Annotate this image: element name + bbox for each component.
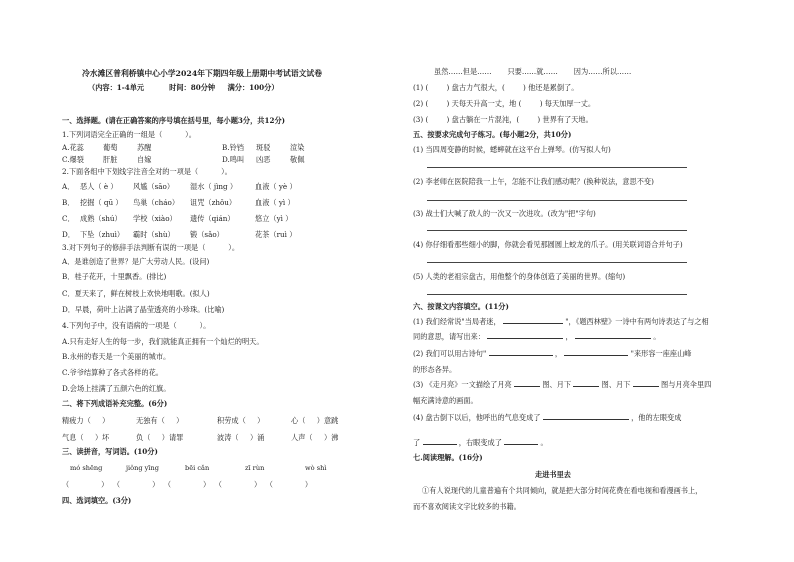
q2-option-letter: A．	[62, 182, 75, 191]
s6-q3-c: 图、月下	[601, 380, 631, 389]
s6-q4-e: 。	[540, 438, 548, 447]
pinyin-item: wò shì	[305, 464, 327, 472]
blank[interactable]	[489, 355, 553, 356]
section4-heading: 四、选词填空。(3分)	[62, 496, 132, 505]
q2-option-item: 血液（ yì ）	[255, 198, 295, 207]
q1-opt: 凶恶	[256, 155, 271, 164]
q3-opt-b: B．桂子花开，十里飘香。(排比)	[62, 272, 167, 281]
blank[interactable]	[487, 338, 563, 339]
q1-opt: 肝脏	[103, 155, 118, 164]
answer-line[interactable]	[427, 262, 687, 263]
q2-option-item: 风尴（sāo）	[133, 182, 175, 191]
s6-q3-cont: 幅充满诗意的画面。	[413, 396, 478, 405]
pinyin-item: jiǒng yīng	[126, 464, 159, 472]
idiom-item[interactable]: 心（ ）意跳	[291, 416, 339, 425]
q2-option-item: 鸟巢（cháo）	[133, 198, 180, 207]
s6-q3-d: 图与月亮伞里四	[661, 380, 712, 389]
pinyin-item: mó shēng	[70, 464, 103, 472]
idiom-item[interactable]: 气息（ ）坏	[62, 433, 110, 442]
q1-opt: B.铃铛	[222, 143, 244, 152]
idiom-item[interactable]: 负（ ）请罪	[136, 433, 184, 442]
q4-opt-a: A.只有走好人生的每一步，我们就能真正拥有一个灿烂的明天。	[62, 337, 264, 346]
reading-para-1: ①有人说现代的儿童普遍有个共同倾向，就是把大部分时间花费在看电视和看漫画书上，	[422, 486, 703, 495]
blank[interactable]	[503, 323, 563, 324]
answer-line[interactable]	[427, 200, 687, 201]
q2-stem: 2.下面各组中下划线字注音全对的一项是（ ）。	[62, 167, 232, 176]
q4-opt-c: C.爷爷结算种了各式各样的花。	[62, 368, 163, 377]
s5-q1: (1) 当四周变静的时候，蟋蟀就在这平台上弹琴。(仿写拟人句)	[413, 145, 611, 154]
conjunction-list: 虽然……但是…… 只要……就…… 因为……所以……	[434, 67, 632, 76]
section2-heading: 二、将下列成语补充完整。(6分)	[62, 399, 168, 408]
s6-q1-c: 同的意思，请写出来：	[413, 332, 485, 341]
q4-stem: 4.下列句子中，没有语病的一项是（ ）。	[62, 321, 211, 330]
q1-opt: C.爆裂	[62, 155, 84, 164]
blank[interactable]	[423, 444, 457, 445]
s6-q1-a: (1) 我们经常说"当局者迷，	[413, 317, 501, 326]
s6-q4-d: ，右眼变成了	[458, 438, 502, 447]
s5-q2: (2) 李老师在医院陪我一上午，怎能不让我们感动呢？(换种说法，意思不变)	[413, 177, 654, 186]
s6-q4-a: (4) 盘古倒下以后，他呼出的气息变成了	[413, 413, 541, 422]
q4-opt-d: D.会场上挂满了五颜六色的红旗。	[62, 384, 171, 393]
section3-heading: 三、读拼音，写词语。(10分)	[62, 447, 158, 456]
s6-q1-b: "，《题西林壁》一诗中有两句诗表达了与之相	[565, 317, 709, 326]
q1-opt: A.花蕊	[62, 143, 84, 152]
exam-title: 冷水滩区普利桥镇中心小学2024年下期四年级上册期中考试语文试卷	[82, 69, 323, 78]
s6-q1	[413, 318, 709, 325]
q2-option-item: 挖掘（ qū ）	[80, 198, 123, 207]
q4-opt-b: B.永州的春天是一个美丽的城市。	[62, 352, 171, 361]
s6-q4	[413, 414, 681, 421]
idiom-item[interactable]: 波涛（ ）涌	[217, 433, 265, 442]
q2-option-item: 学校（xiào）	[133, 214, 177, 223]
reading-para-1-cont: 而不喜欢阅读文字比较多的书籍。	[413, 502, 521, 511]
blank[interactable]	[514, 386, 540, 387]
pinyin-answer-boxes[interactable]: （ ） （ ） （ ） （ ） （ ）	[62, 480, 313, 489]
q2-option-item: 下坠（zhuì）	[80, 230, 125, 239]
q2-option-item: 遗传（qián）	[190, 214, 235, 223]
q1-opt: 苏醒	[137, 143, 152, 152]
s6-q4-cont	[413, 439, 548, 446]
section7-heading: 七.阅读理解。(16分)	[413, 453, 483, 462]
s5-q5: (5) 人类的老祖宗盘古，用他整个的身体创造了美丽的世界。(缩句)	[413, 272, 626, 281]
q3-opt-a: A．是谁创造了世界？是广大劳动人民。(设问)	[62, 257, 210, 266]
s6-q2-b: "来形容一座座山峰	[630, 349, 692, 358]
q2-option-item: 湿水（ jìng ）	[190, 182, 238, 191]
q2-option-item: 锻（sǎo）	[190, 230, 224, 239]
s6-q3	[413, 381, 711, 388]
idiom-item[interactable]: 精疲力（ ）	[62, 416, 110, 425]
s6-q3-b: 图、月下	[542, 380, 572, 389]
blank[interactable]	[633, 386, 659, 387]
q1-opt: 自嫁	[137, 155, 152, 164]
s6-q2-a: (2) 我们可以用古诗句"	[413, 349, 487, 358]
q2-option-item: 诅咒（zhǒu）	[190, 198, 237, 207]
q2-option-letter: C．	[62, 214, 75, 223]
answer-line[interactable]	[427, 167, 687, 168]
fill-3[interactable]: (3) ( ) 盘古躺在一片混沌，( ) 世界有了天地。	[413, 115, 593, 124]
answer-line[interactable]	[427, 230, 687, 231]
idiom-item[interactable]: 无独有（ ）	[136, 416, 184, 425]
s6-q4-c: 了	[413, 438, 421, 447]
q3-stem: 3.对下列句子的修辞手法判断有误的一项是（ ）。	[62, 243, 240, 252]
q2-option-item: 成熟（shú）	[80, 214, 122, 223]
q1-opt: 葡萄	[103, 143, 118, 152]
idiom-item[interactable]: 积劳成（ ）	[217, 416, 265, 425]
q2-option-item: 恶人（ è ）	[80, 182, 118, 191]
s6-q4-b: ，他的左眼变成	[631, 413, 682, 422]
reading-title: 走进书里去	[535, 470, 571, 479]
q1-opt: 斑驳	[256, 143, 271, 152]
s6-q1-cont: 同的意思，请写出来： ， 。	[413, 332, 661, 341]
q1-stem: 1.下列词语完全正确的一组是（ ）。	[62, 130, 196, 139]
q2-option-item: 悠立（yì ）	[255, 214, 293, 223]
blank[interactable]	[573, 386, 599, 387]
exam-info: （内容：1-4单元 时间：80分钟 满分：100分）	[88, 83, 279, 92]
q3-opt-c: C．夏天来了，鲜在树枝上欢快地唱歌。(拟人)	[62, 289, 210, 298]
section5-heading: 五、按要求完成句子练习。(每小题2分，共10分)	[413, 130, 572, 139]
fill-2[interactable]: (2) ( ) 天每天升高一丈，地 ( ) 每天加厚一丈。	[413, 99, 596, 108]
q2-option-item: 霸时（shù）	[133, 230, 175, 239]
q1-opt: D.鸣叫	[222, 155, 245, 164]
q3-opt-d: D．早晨，荷叶上沾满了晶莹透亮的小珍珠。(比喻)	[62, 305, 225, 314]
s6-q3-a: (3) 《走月亮》一文描绘了月亮	[413, 380, 512, 389]
s6-q2-cont: 的形态各异。	[413, 365, 457, 374]
answer-line[interactable]	[427, 294, 687, 295]
q2-option-letter: B．	[62, 198, 75, 207]
pinyin-item: bēi cǎn	[185, 464, 210, 472]
q2-option-letter: D．	[62, 230, 75, 239]
q2-option-item: 血液（ yè ）	[255, 182, 297, 191]
fill-1[interactable]: (1) ( ) 盘古力气很大，( ) 他还是累倒了。	[413, 83, 579, 92]
s6-q2: (2) 我们可以用古诗句" ， "来形容一座座山峰	[413, 349, 692, 358]
blank[interactable]	[543, 419, 629, 420]
blank[interactable]	[575, 338, 651, 339]
q2-option-item: 花茶（ruì ）	[255, 230, 297, 239]
section1-heading: 一、选择题。(请在正确答案的序号填在括号里，每小题3分，共12分)	[62, 116, 286, 125]
q1-opt: 渲染	[290, 143, 305, 152]
q1-opt: 敬佩	[290, 155, 305, 164]
section6-heading: 六、按课文内容填空。(11分)	[413, 302, 509, 311]
pinyin-item: zī rùn	[245, 464, 265, 472]
s5-q3: (3) 战士们大喊了敌人的一次又一次进攻。(改为"把"字句)	[413, 209, 596, 218]
s5-q4: (4) 你仔细看那些细小的脚，你就会看见那圆圆上蛟龙的爪子。(用关联词语合并句子)	[413, 240, 683, 249]
idiom-item[interactable]: 人声（ ）沸	[291, 433, 339, 442]
blank[interactable]	[564, 355, 628, 356]
blank[interactable]	[504, 444, 538, 445]
